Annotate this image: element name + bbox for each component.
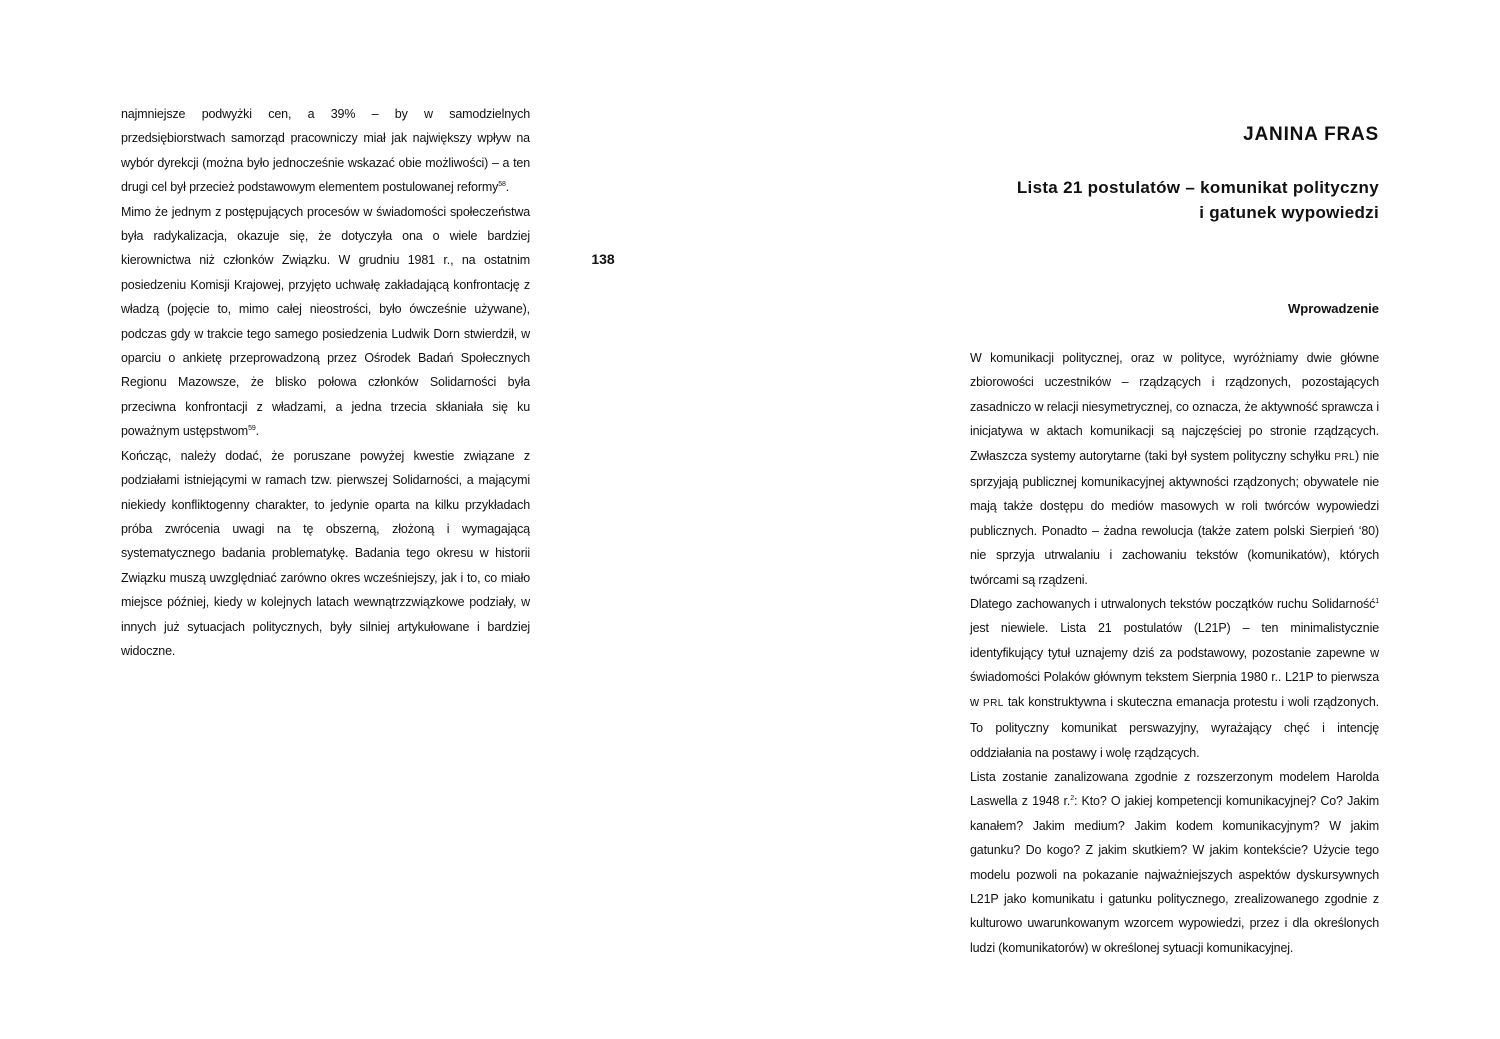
paragraph-text: Kończąc, należy dodać, że poruszane powyżej kwestie związane z podziałami istniejącymi w ramach tzw. pierwszej Solidarności, a mającymi niekiedy konfliktogenny charakter, to jedynie oparta na kilku przykładach próba zwrócenia uwagi na tę obszerną, złożoną i wymagającą systematycznego badania problematykę. Badania tego okresu w historii Związku muszą uwzględniać zarówno okres wcześniejszy, jak i to, co miało miejsce później, kiedy w kolejnych latach wewnątrzzwiązkowe podziały, w innych już sytuacjach politycznych, były silniej artykułowane i bardziej widoczne. <box>121 448 530 658</box>
paragraph-text: Dlatego zachowanych i utrwalonych tekstów początków ruchu Solidarność <box>970 597 1376 612</box>
right-text-column <box>970 346 1379 960</box>
acronym-prl: PRL <box>983 697 1004 709</box>
right-page <box>750 0 1500 1039</box>
page-number: 138 <box>591 251 615 267</box>
paragraph-text: ) nie sprzyjają publicznej komunikacyjnej aktywności rządzonych; obywatele nie mają także dostępu do mediów masowych w roli twórców wypowiedzi publicznych. Ponadto – żadna rewolucja (także zatem polski Sierpień ‘80) nie sprzyja utrwalaniu i zachowaniu tekstów (komunikatów), których twórcami są rządzeni. <box>970 448 1379 587</box>
paragraph <box>970 346 1379 592</box>
footnote-marker[interactable]: 1 <box>1375 598 1379 606</box>
paragraph-text: najmniejsze podwyżki cen, a 39% – by w samodzielnych przedsiębiorstwach samorząd pracowniczy miał jak największy wpływ na wybór dyrekcji (można było jednocześnie wskazać obie możliwości) – a ten drugi cel był przecież podstawowym elementem postulowanej reformy <box>121 107 530 195</box>
paragraph-text: jest niewiele. Lista 21 postulatów (L21P) – ten minimalistycznie identyfikujący tytuł uznajemy dziś za podstawowy, pozostanie zapewne w świadomości Polaków głównym tekstem Sierpnia 1980 r.. L21P to pierwsza w <box>970 621 1379 709</box>
footnote-marker[interactable]: 59 <box>248 425 256 433</box>
section-heading: Wprowadzenie <box>1287 301 1379 316</box>
paragraph <box>121 102 530 200</box>
article-title-line: i gatunek wypowiedzi <box>1199 203 1379 222</box>
article-title <box>959 175 1379 225</box>
author-name: JANINA FRAS <box>1243 124 1379 145</box>
paragraph <box>970 765 1379 960</box>
paragraph-text: . <box>505 180 510 195</box>
paragraph-text: W komunikacji politycznej, oraz w polityce, wyróżniamy dwie główne zbiorowości uczestników – rządzących i rządzonych, pozostających zasadniczo w relacji niesymetrycznej, co oznacza, że aktywność sprawcza i inicjatywa w aktach komunikacji są najczęściej po stronie rządzących. Zwłaszcza systemy autorytarne (taki był system polityczny schyłku <box>970 351 1379 463</box>
paragraph-text: Mimo że jednym z postępujących procesów w świadomości społeczeństwa była radykalizacja, okazuje się, że dotyczyła ona o wiele bardziej kierownictwa niż członków Związku. W grudniu 1981 r., na ostatnim posiedzeniu Komisji Krajowej, przyjęto uchwałę zakładającą konfrontację z władzą (pojęcie to, mimo całej nieostrości, było ówcześnie używane), podczas gdy w trakcie tego samego posiedzenia Ludwik Dorn stwierdził, w oparciu o ankietę przeprowadzoną przez Ośrodek Badań Społecznych Regionu Mazowsze, że blisko połowa członków Solidarności była przeciwna konfrontacji z władzami, a jedna trzecia skłaniała się ku poważnym ustępstwom <box>121 204 530 439</box>
paragraph <box>121 200 530 444</box>
paragraph-text: : Kto? O jakiej kompetencji komunikacyjnej? Co? Jakim kanałem? Jakim medium? Jakim kodem komunikacyjnym? W jakim gatunku? Do kogo? Z jakim skutkiem? W jakim kontekście? Użycie tego modelu pozwoli na pokazanie najważniejszych aspektów dyskursywnych L21P jako komunikatu i gatunku politycznego, zrealizowanego zgodnie z kulturowo uwarunkowanym wzorcem wypowiedzi, przez i dla określonych ludzi (komunikatorów) w określonej sytuacji komunikacyjnej. <box>970 794 1379 955</box>
paragraph <box>970 592 1379 765</box>
paragraph <box>121 444 530 664</box>
paragraph-text: Lista zostanie zanalizowana zgodnie z rozszerzonym modelem Harolda Laswella z 1948 r. <box>970 769 1379 809</box>
acronym-prl: PRL <box>1334 451 1356 463</box>
left-text-column <box>121 102 530 663</box>
article-title-line: Lista 21 postulatów – komunikat polityczny <box>1016 178 1379 197</box>
paragraph-text: tak konstruktywna i skuteczna emanacja protestu i woli rządzonych. To polityczny komunikat perswazyjny, wyrażający chęć i intencję oddziałania na postawy i wolę rządzących. <box>970 694 1380 760</box>
footnote-marker[interactable]: 2 <box>1070 795 1074 803</box>
paragraph-text: . <box>255 424 259 439</box>
footnote-marker[interactable]: 58 <box>498 181 506 189</box>
